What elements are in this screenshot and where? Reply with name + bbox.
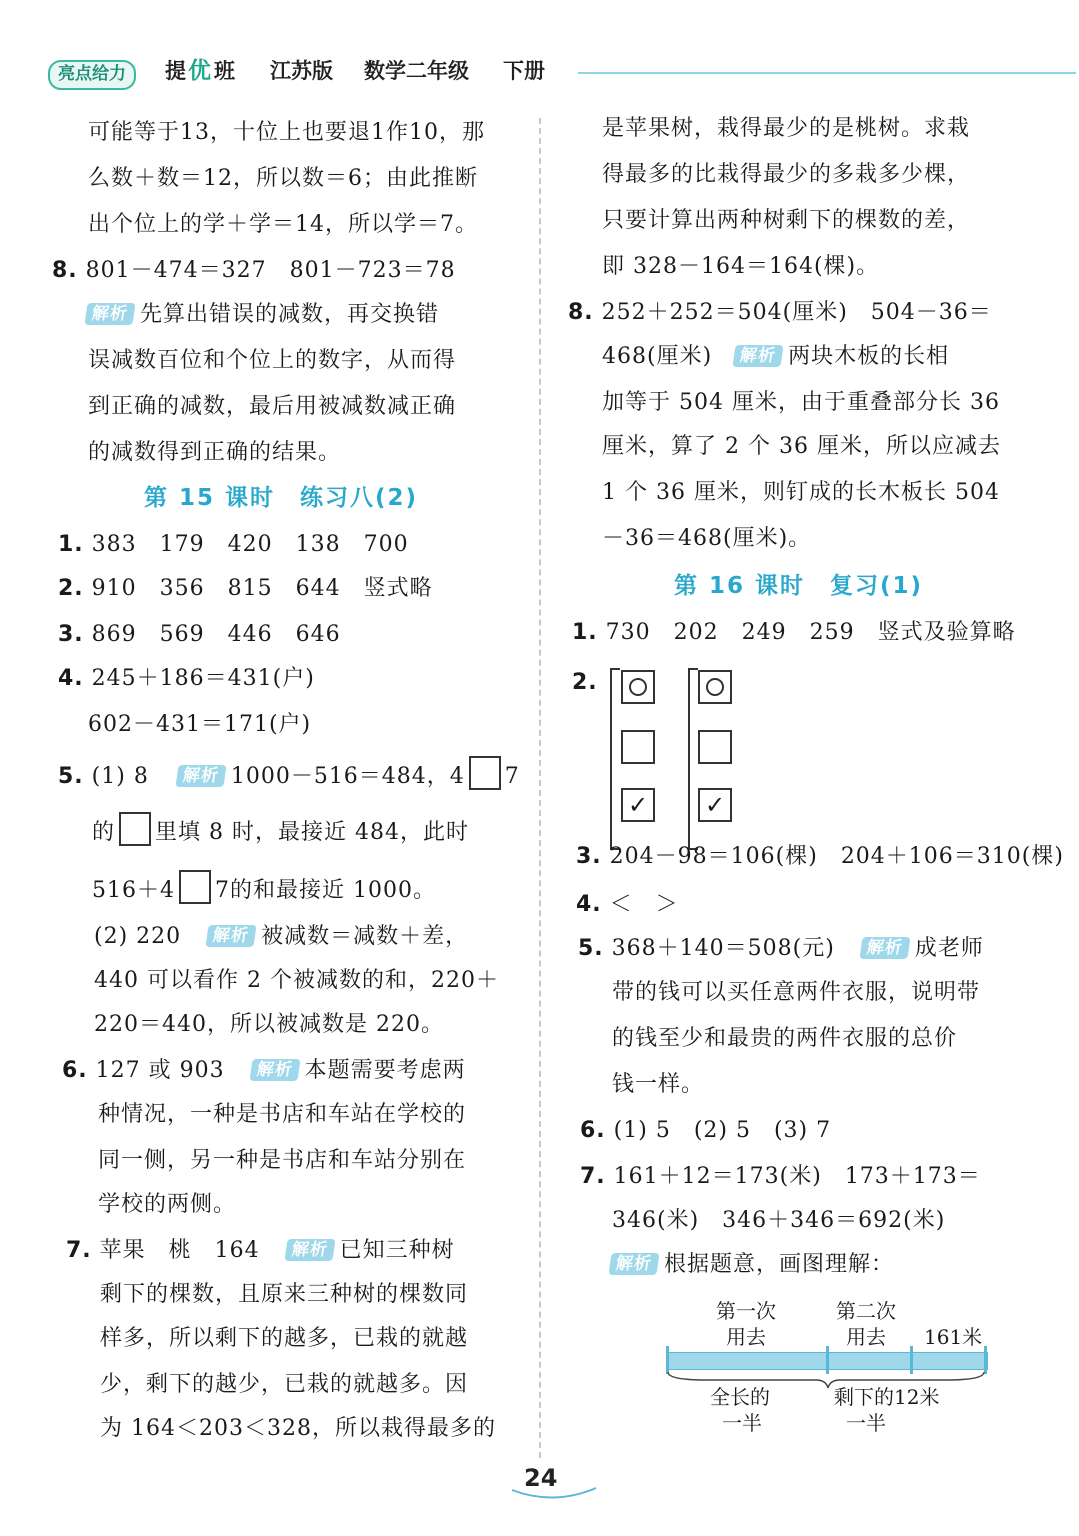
question-1 <box>572 618 1016 648</box>
header-rule <box>578 72 1076 74</box>
answer-text: 245＋186＝431(户) <box>91 666 315 691</box>
text-line: 出个位上的学＋学＝14，所以学＝7。 <box>88 212 478 237</box>
edition-label: 江苏版 <box>270 59 333 83</box>
text-line: 加等于 504 厘米，由于重叠部分长 36 <box>602 390 1000 415</box>
question-number: 5. <box>578 936 604 961</box>
answer-text: 801－474＝327 801－723＝78 <box>85 258 456 283</box>
answer-text: 910 356 815 644 竖式略 <box>91 576 433 601</box>
text-line: 少，剩下的越少，已栽的就越多。因 <box>100 1372 469 1397</box>
question-number: 1. <box>572 620 598 645</box>
check-mark-icon: ✓ <box>698 788 732 822</box>
question-2 <box>572 668 598 698</box>
blank-box <box>119 812 151 846</box>
text-line: 1 个 36 厘米，则钉成的长木板长 504 <box>602 480 1000 505</box>
text-line <box>94 922 468 952</box>
question-number: 6. <box>580 1118 606 1143</box>
analysis-tag: 解析 <box>84 303 135 325</box>
text-line <box>92 870 436 906</box>
text-line: 是苹果树，栽得最少的是桃树。求栽 <box>602 116 971 141</box>
text-line: 346(米) 346＋346＝692(米) <box>612 1208 946 1233</box>
question-3 <box>58 620 341 650</box>
analysis-tag: 解析 <box>249 1059 300 1081</box>
question-number: 2. <box>572 670 598 695</box>
question-number: 8. <box>568 300 594 325</box>
answer-text: 161＋12＝173(米) 173＋173＝ <box>613 1164 981 1189</box>
label-remaining-half: 一半 <box>846 1411 886 1435</box>
question-8 <box>568 298 992 328</box>
question-6 <box>62 1056 466 1086</box>
analysis-text: 里填 8 时，最接近 484，此时 <box>155 820 469 845</box>
question-5 <box>578 934 984 964</box>
question-4 <box>576 890 679 920</box>
answer-text: 468(厘米) <box>602 344 713 369</box>
series-ti: 提 <box>165 59 186 83</box>
analysis-tag: 解析 <box>175 765 226 787</box>
series-you: 优 <box>188 58 211 84</box>
question-number: 4. <box>576 892 602 917</box>
question-4 <box>58 664 315 694</box>
text-line <box>602 342 949 372</box>
question-number: 5. <box>58 764 84 789</box>
question-number: 3. <box>576 844 602 869</box>
text-line: 220＝440，所以被减数是 220。 <box>94 1012 444 1037</box>
text-line: 钱一样。 <box>612 1072 705 1097</box>
answer-text: ＜ ＞ <box>609 892 679 917</box>
label-half: 一半 <box>722 1411 762 1435</box>
question-7 <box>66 1236 455 1266</box>
series-ban: 班 <box>214 59 235 83</box>
analysis-text: 516＋4 <box>92 878 175 903</box>
question-7 <box>580 1162 981 1192</box>
text-line: 厘米，算了 2 个 36 厘米，所以应减去 <box>602 434 1001 459</box>
answer-text: (1) 8 <box>91 764 149 789</box>
page-number: 24 <box>524 1464 558 1492</box>
analysis-text: 先算出错误的减数，再交换错 <box>140 302 440 327</box>
question-number: 6. <box>62 1058 88 1083</box>
text-line: 为 164＜203＜328，所以栽得最多的 <box>100 1416 496 1441</box>
bracket <box>688 668 698 850</box>
analysis-line <box>608 1250 894 1280</box>
analysis-tag: 解析 <box>206 925 257 947</box>
analysis-text: 本题需要考虑两 <box>304 1058 466 1083</box>
question-3 <box>576 842 1064 872</box>
volume-label: 下册 <box>503 59 545 83</box>
answer-text: 869 569 446 646 <box>91 622 341 647</box>
text-line: 剩下的棵数，且原来三种树的棵数同 <box>100 1282 469 1307</box>
brand-badge: 亮点给力 <box>48 60 136 90</box>
question-6 <box>580 1116 831 1146</box>
check-mark-icon: ✓ <box>621 788 655 822</box>
answer-text: 苹果 桃 164 <box>99 1238 260 1263</box>
text-line: 种情况，一种是书店和车站在学校的 <box>98 1102 467 1127</box>
question-number: 2. <box>58 576 84 601</box>
text-line: 得最多的比栽得最少的多栽多少棵， <box>602 162 971 187</box>
question-5 <box>58 756 520 792</box>
text-line: 440 可以看作 2 个被减数的和，220＋ <box>94 968 499 993</box>
label-161m: 161米 <box>924 1325 983 1349</box>
analysis-tag: 解析 <box>859 937 910 959</box>
question-number: 7. <box>580 1164 606 1189</box>
column-divider <box>539 118 541 1458</box>
page-header <box>48 56 1048 90</box>
text-line: 602－431＝171(户) <box>88 712 312 737</box>
question-1 <box>58 530 409 560</box>
text-line: －36＝468(厘米)。 <box>602 526 812 551</box>
answer-text: 730 202 249 259 竖式及验算略 <box>605 620 1016 645</box>
analysis-tag: 解析 <box>608 1253 659 1275</box>
answer-text: 204－98＝106(棵) 204＋106＝310(棵) <box>609 844 1064 869</box>
text-line: 的钱至少和最贵的两件衣服的总价 <box>612 1026 958 1051</box>
label-second-used: 用去 <box>846 1325 886 1349</box>
bracket <box>610 668 620 850</box>
section-title-15: 第 15 课时 练习八(2) <box>144 485 419 511</box>
text-line: 学校的两侧。 <box>98 1192 237 1217</box>
text-line: 误减数百位和个位上的数字，从而得 <box>88 348 457 373</box>
analysis-text: 被减数＝减数＋差， <box>261 924 469 949</box>
text-line: 到正确的减数，最后用被减数减正确 <box>88 394 457 419</box>
option-box-empty <box>698 730 732 764</box>
section-title-16: 第 16 课时 复习(1) <box>674 573 924 599</box>
option-box-empty <box>621 730 655 764</box>
analysis-text: 成老师 <box>914 936 984 961</box>
analysis-text: 7的和最接近 1000。 <box>215 878 436 903</box>
text-line: 同一侧，另一种是书店和车站分别在 <box>98 1148 467 1173</box>
label-half-of-total: 全长的 <box>710 1385 770 1409</box>
analysis-tag: 解析 <box>284 1239 335 1261</box>
question-number: 4. <box>58 666 84 691</box>
label-first-used: 用去 <box>726 1325 766 1349</box>
text-line: 的减数得到正确的结果。 <box>88 440 342 465</box>
text-line: 带的钱可以买任意两件衣服，说明带 <box>612 980 981 1005</box>
analysis-text: 两块木板的长相 <box>788 344 950 369</box>
label-second: 第二次 <box>836 1299 896 1323</box>
page-number-swoosh <box>508 1486 600 1502</box>
text-line: 么数＋数＝12，所以数＝6；由此推断 <box>88 166 478 191</box>
circle-icon <box>629 678 647 696</box>
answer-text: (2) 220 <box>94 924 182 949</box>
answer-text: (1) 5 (2) 5 (3) 7 <box>613 1118 832 1143</box>
label-remaining-12m: 剩下的12米 <box>834 1385 940 1409</box>
text-line: 即 328－164＝164(棵)。 <box>602 254 880 279</box>
question-2 <box>58 574 433 604</box>
analysis-line <box>84 300 439 330</box>
question-number: 7. <box>66 1238 92 1263</box>
answer-text: 127 或 903 <box>95 1058 225 1083</box>
analysis-text: 1000－516＝484，4 <box>230 764 465 789</box>
text-line: 可能等于13，十位上也要退1作10，那 <box>88 120 485 145</box>
question-number: 3. <box>58 622 84 647</box>
analysis-text: 的 <box>92 820 116 845</box>
question-number: 1. <box>58 532 84 557</box>
question-8 <box>52 256 456 286</box>
option-box-circle <box>698 670 732 704</box>
blank-box <box>179 870 211 904</box>
analysis-text: 7 <box>504 764 520 789</box>
answer-text: 383 179 420 138 700 <box>91 532 409 557</box>
question-number: 8. <box>52 258 78 283</box>
text-line <box>92 812 469 848</box>
answer-text: 252＋252＝504(厘米) 504－36＝ <box>601 300 992 325</box>
text-line: 样多，所以剩下的越多，已栽的就越 <box>100 1326 469 1351</box>
analysis-text: 已知三种树 <box>339 1238 455 1263</box>
circle-icon <box>706 678 724 696</box>
analysis-text: 根据题意，画图理解： <box>664 1252 895 1277</box>
text-line: 只要计算出两种树剩下的棵数的差， <box>602 208 971 233</box>
answer-text: 368＋140＝508(元) <box>611 936 835 961</box>
blank-box <box>469 756 501 790</box>
label-first: 第一次 <box>716 1299 776 1323</box>
subject-label: 数学二年级 <box>364 59 469 83</box>
analysis-tag: 解析 <box>733 345 784 367</box>
option-box-circle <box>621 670 655 704</box>
